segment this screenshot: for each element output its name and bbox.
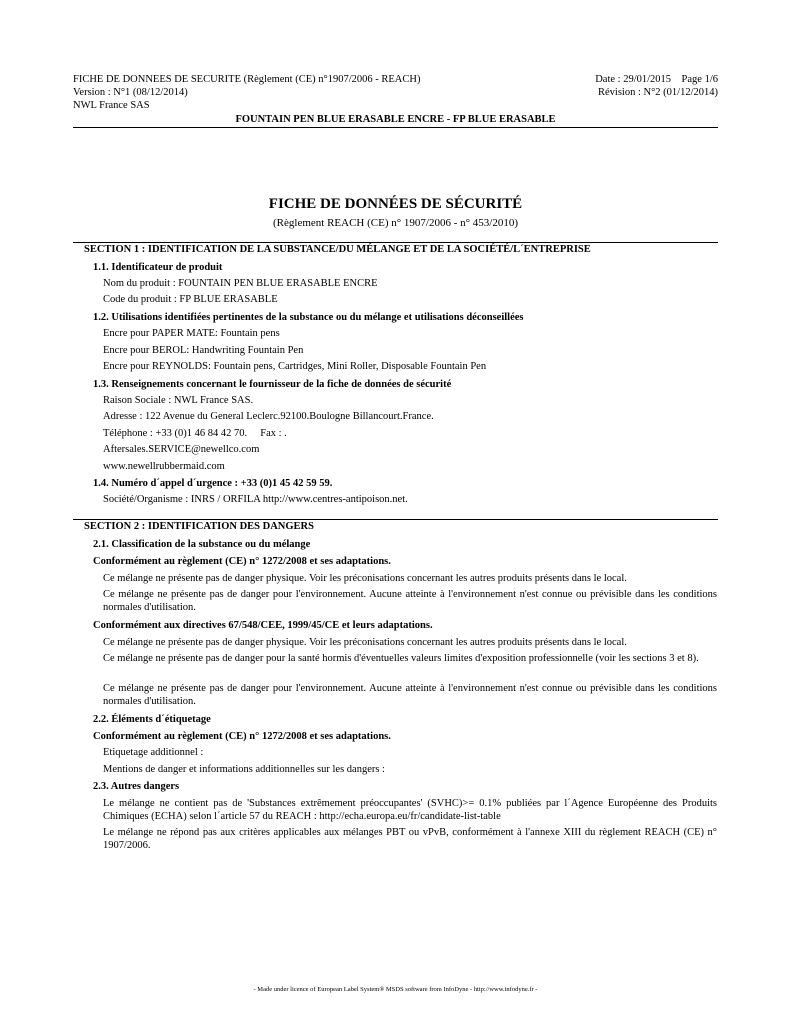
labelling-line: Etiquetage additionnel : xyxy=(103,747,204,758)
header-left xyxy=(73,73,420,112)
emergency-organisation: Société/Organisme : INRS / ORFILA http://www.centres-antipoison.net. xyxy=(103,494,408,505)
directive-paragraph: Ce mélange ne présente pas de danger physique. Voir les préconisations concernant les autres produits présents dans le local. xyxy=(103,637,627,648)
section2-2-heading: 2.2. Éléments d´étiquetage xyxy=(93,714,211,725)
header-date-page: Date : 29/01/2015 Page 1/6 xyxy=(595,74,718,85)
section1-1-heading: 1.1. Identificateur de produit xyxy=(93,262,223,273)
document-title: FICHE DE DONNÉES DE SÉCURITÉ xyxy=(268,196,523,212)
product-code: Code du produit : FP BLUE ERASABLE xyxy=(103,294,278,305)
clp-paragraph: Ce mélange ne présente pas de danger physique. Voir les préconisations concernant les autres produits présents dans le local. xyxy=(103,573,627,584)
other-hazards-paragraph: Le mélange ne répond pas aux critères applicables aux mélanges PBT ou vPvB, conformément à l'annexe XIII du règlement REACH (CE) n° 1907/2006. xyxy=(103,827,717,851)
supplier-phone: Téléphone : +33 (0)1 46 84 42 70. Fax : . xyxy=(103,428,287,439)
labelling-clp-heading: Conformément au règlement (CE) n° 1272/2008 et ses adaptations. xyxy=(93,731,391,742)
section1-2-heading: 1.2. Utilisations identifiées pertinentes de la substance ou du mélange et utilisations déconseillées xyxy=(93,312,524,323)
header-revision: Révision : N°2 (01/12/2014) xyxy=(598,87,718,98)
clp-heading: Conformément au règlement (CE) n° 1272/2008 et ses adaptations. xyxy=(93,556,391,567)
use-line: Encre pour BEROL: Handwriting Fountain Pen xyxy=(103,345,304,356)
footer-credit: - Made under licence of European Label System® MSDS software from InfoDyne - http://www.infodyne.fr - xyxy=(253,986,538,993)
supplier-address: Adresse : 122 Avenue du General Leclerc.92100.Boulogne Billancourt.France. xyxy=(103,411,434,422)
supplier-email: Aftersales.SERVICE@newellco.com xyxy=(103,444,260,455)
product-name: Nom du produit : FOUNTAIN PEN BLUE ERASABLE ENCRE xyxy=(103,278,378,289)
use-line: Encre pour PAPER MATE: Fountain pens xyxy=(103,328,280,339)
section1-divider xyxy=(73,242,718,243)
labelling-line: Mentions de danger et informations additionnelles sur les dangers : xyxy=(103,764,385,775)
clp-paragraph: Ce mélange ne présente pas de danger pour l'environnement. Aucune atteinte à l'environnement n'est connue ou prévisible dans les conditions normales d'utilisation. xyxy=(103,589,717,613)
section2-divider xyxy=(73,519,718,520)
header-regulation: FICHE DE DONNEES DE SECURITE (Règlement (CE) n°1907/2006 - REACH) xyxy=(73,74,421,85)
header-product-title: FOUNTAIN PEN BLUE ERASABLE ENCRE - FP BLUE ERASABLE xyxy=(235,114,556,125)
supplier-website: www.newellrubbermaid.com xyxy=(103,461,225,472)
section1-3-heading: 1.3. Renseignements concernant le fournisseur de la fiche de données de sécurité xyxy=(93,379,452,390)
other-hazards-paragraph: Le mélange ne contient pas de 'Substances extrêmement préoccupantes' (SVHC)>= 0.1% publiées par l´Agence Européenne des Produits Chimiques (ECHA) selon l´article 57 du REACH : http://echa.europa.eu/fr/candidate-list-table xyxy=(103,798,717,822)
use-line: Encre pour REYNOLDS: Fountain pens, Cartridges, Mini Roller, Disposable Fountain Pen xyxy=(103,361,487,372)
header-right xyxy=(595,73,718,99)
section2-1-heading: 2.1. Classification de la substance ou du mélange xyxy=(93,539,311,550)
section2-3-heading: 2.3. Autres dangers xyxy=(93,781,180,792)
section2-heading: SECTION 2 : IDENTIFICATION DES DANGERS xyxy=(84,521,314,532)
directive-heading: Conformément aux directives 67/548/CEE, 1999/45/CE et leurs adaptations. xyxy=(93,620,433,631)
directive-paragraph: Ce mélange ne présente pas de danger pour la santé hormis d'éventuelles valeurs limites d'exposition professionnelle (voir les sections 3 et 8). xyxy=(103,653,699,664)
section1-4-heading: 1.4. Numéro d´appel d´urgence : +33 (0)1 45 42 59 59. xyxy=(93,478,333,489)
header-version: Version : N°1 (08/12/2014) xyxy=(73,87,188,98)
section1-heading: SECTION 1 : IDENTIFICATION DE LA SUBSTANCE/DU MÉLANGE ET DE LA SOCIÉTÉ/L´ENTREPRISE xyxy=(84,244,591,255)
header-company: NWL France SAS xyxy=(73,100,150,111)
document-subtitle: (Règlement REACH (CE) n° 1907/2006 - n° 453/2010) xyxy=(273,217,518,229)
header-divider xyxy=(73,127,718,128)
directive-paragraph: Ce mélange ne présente pas de danger pour l'environnement. Aucune atteinte à l'environnement n'est connue ou prévisible dans les conditions normales d'utilisation. xyxy=(103,683,717,707)
supplier-name: Raison Sociale : NWL France SAS. xyxy=(103,395,254,406)
